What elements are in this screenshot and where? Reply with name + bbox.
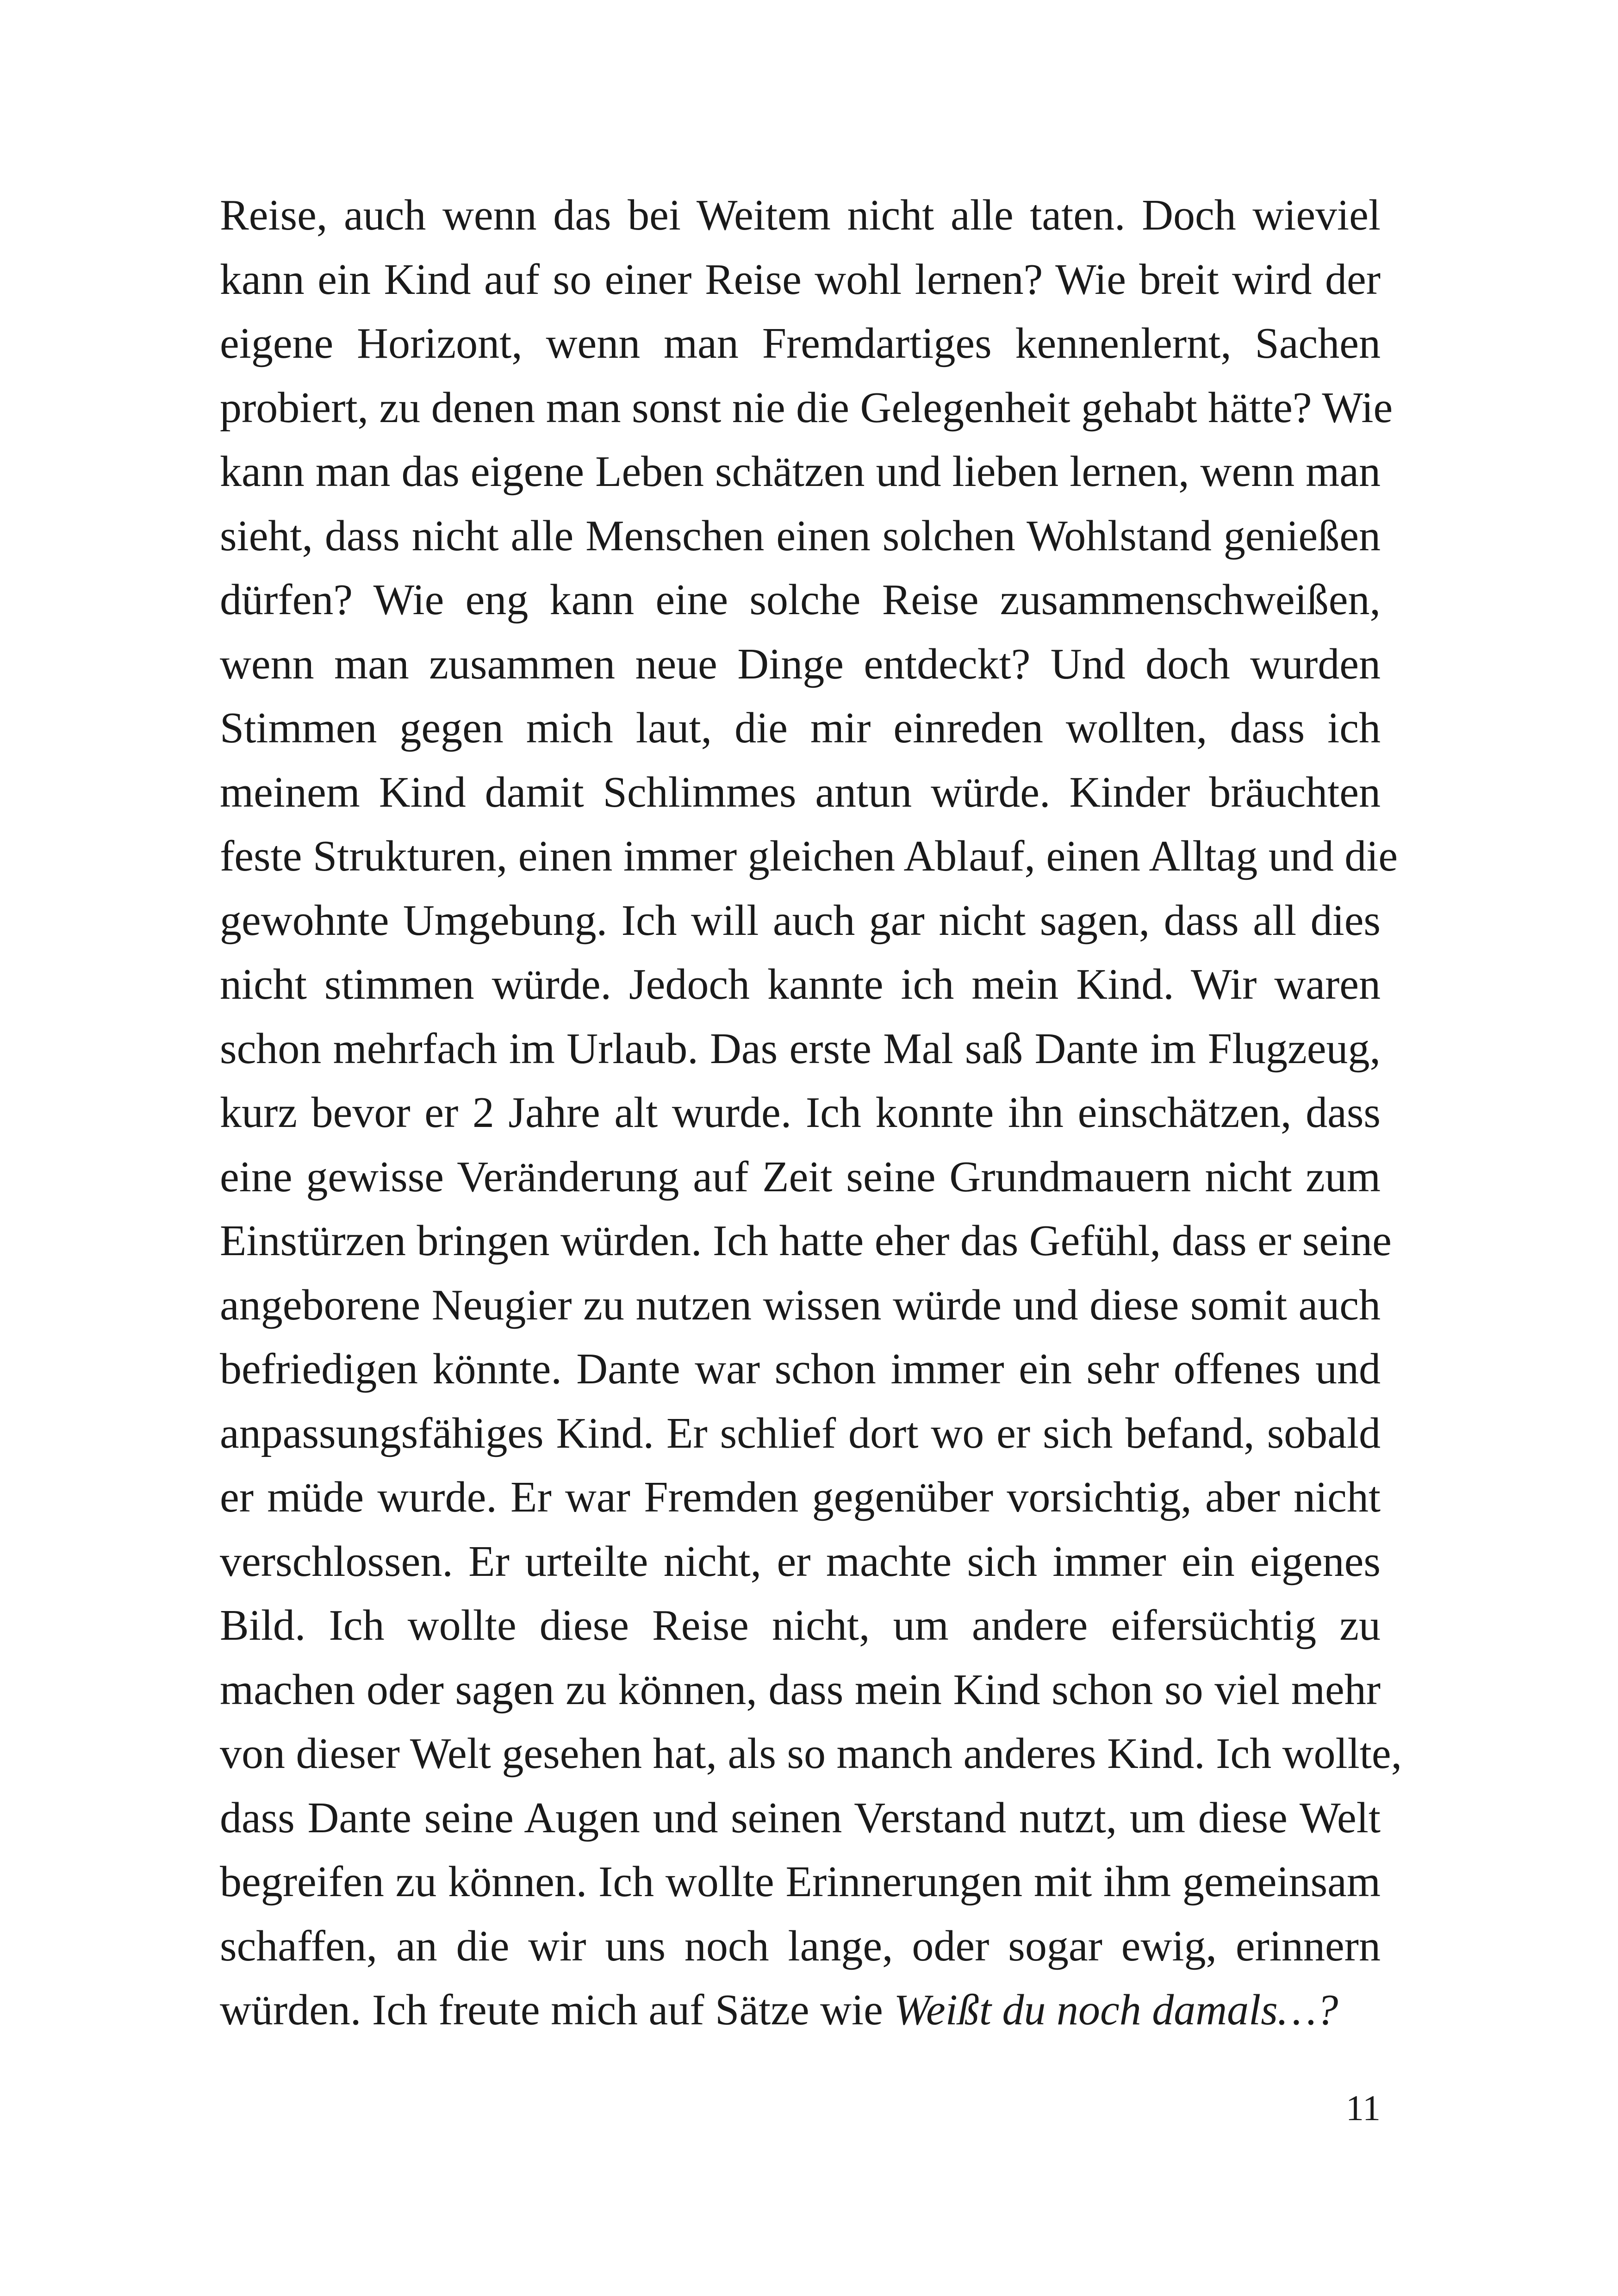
text-line: schon mehrfach im Urlaub. Das erste Mal saß Dante im Flugzeug, [220, 1024, 1381, 1073]
text-line: nicht stimmen würde. Jedoch kannte ich mein Kind. Wir waren [220, 960, 1381, 1008]
last-line-regular-text: würden. Ich freute mich auf Sätze wie [220, 1986, 894, 2034]
text-line: gewohnte Umgebung. Ich will auch gar nicht sagen, dass all dies [220, 896, 1381, 945]
text-line: sieht, dass nicht alle Menschen einen solchen Wohlstand genießen [220, 511, 1381, 560]
text-line: kann ein Kind auf so einer Reise wohl lernen? Wie breit wird der [220, 255, 1381, 304]
body-text [220, 183, 1402, 2042]
text-line: Bild. Ich wollte diese Reise nicht, um andere eifersüchtig zu [220, 1601, 1381, 1649]
text-line: dass Dante seine Augen und seinen Verstand nutzt, um diese Welt [220, 1793, 1381, 1842]
text-line: Stimmen gegen mich laut, die mir einreden wollten, dass ich [220, 704, 1381, 752]
page-number: 11 [1345, 2088, 1381, 2128]
text-line: anpassungsfähiges Kind. Er schlief dort wo er sich befand, sobald [220, 1409, 1381, 1457]
text-line: er müde wurde. Er war Fremden gegenüber vorsichtig, aber nicht [220, 1473, 1381, 1521]
text-line: probiert, zu denen man sonst nie die Gelegenheit gehabt hätte? Wie [220, 383, 1393, 432]
italic-quote: Weißt du noch damals…? [894, 1986, 1338, 2034]
text-line: feste Strukturen, einen immer gleichen Ablauf, einen Alltag und die [220, 832, 1398, 880]
last-text-line [220, 1978, 1381, 2042]
text-line: kann man das eigene Leben schätzen und lieben lernen, wenn man [220, 448, 1381, 496]
text-line: begreifen zu können. Ich wollte Erinnerungen mit ihm gemeinsam [220, 1858, 1381, 1906]
text-line: wenn man zusammen neue Dinge entdeckt? Und doch wurden [220, 640, 1381, 688]
text-line: dürfen? Wie eng kann eine solche Reise zusammenschweißen, [220, 576, 1381, 624]
text-line: machen oder sagen zu können, dass mein Kind schon so viel mehr [220, 1665, 1381, 1714]
text-line: Reise, auch wenn das bei Weitem nicht alle taten. Doch wieviel [220, 191, 1381, 239]
text-line: schaffen, an die wir uns noch lange, oder sogar ewig, erinnern [220, 1922, 1381, 1970]
text-line: meinem Kind damit Schlimmes antun würde. Kinder bräuchten [220, 768, 1381, 816]
text-line: befriedigen könnte. Dante war schon immer ein sehr offenes und [220, 1345, 1381, 1393]
text-line: verschlossen. Er urteilte nicht, er machte sich immer ein eigenes [220, 1537, 1381, 1586]
text-line: Einstürzen bringen würden. Ich hatte eher das Gefühl, dass er seine [220, 1217, 1392, 1265]
text-line: angeborene Neugier zu nutzen wissen würde und diese somit auch [220, 1281, 1381, 1329]
text-line: kurz bevor er 2 Jahre alt wurde. Ich konnte ihn einschätzen, dass [220, 1089, 1381, 1137]
text-line: eigene Horizont, wenn man Fremdartiges kennenlernt, Sachen [220, 319, 1381, 367]
text-line: eine gewisse Veränderung auf Zeit seine Grundmauern nicht zum [220, 1152, 1381, 1201]
text-line: von dieser Welt gesehen hat, als so manch anderes Kind. Ich wollte, [220, 1730, 1402, 1778]
